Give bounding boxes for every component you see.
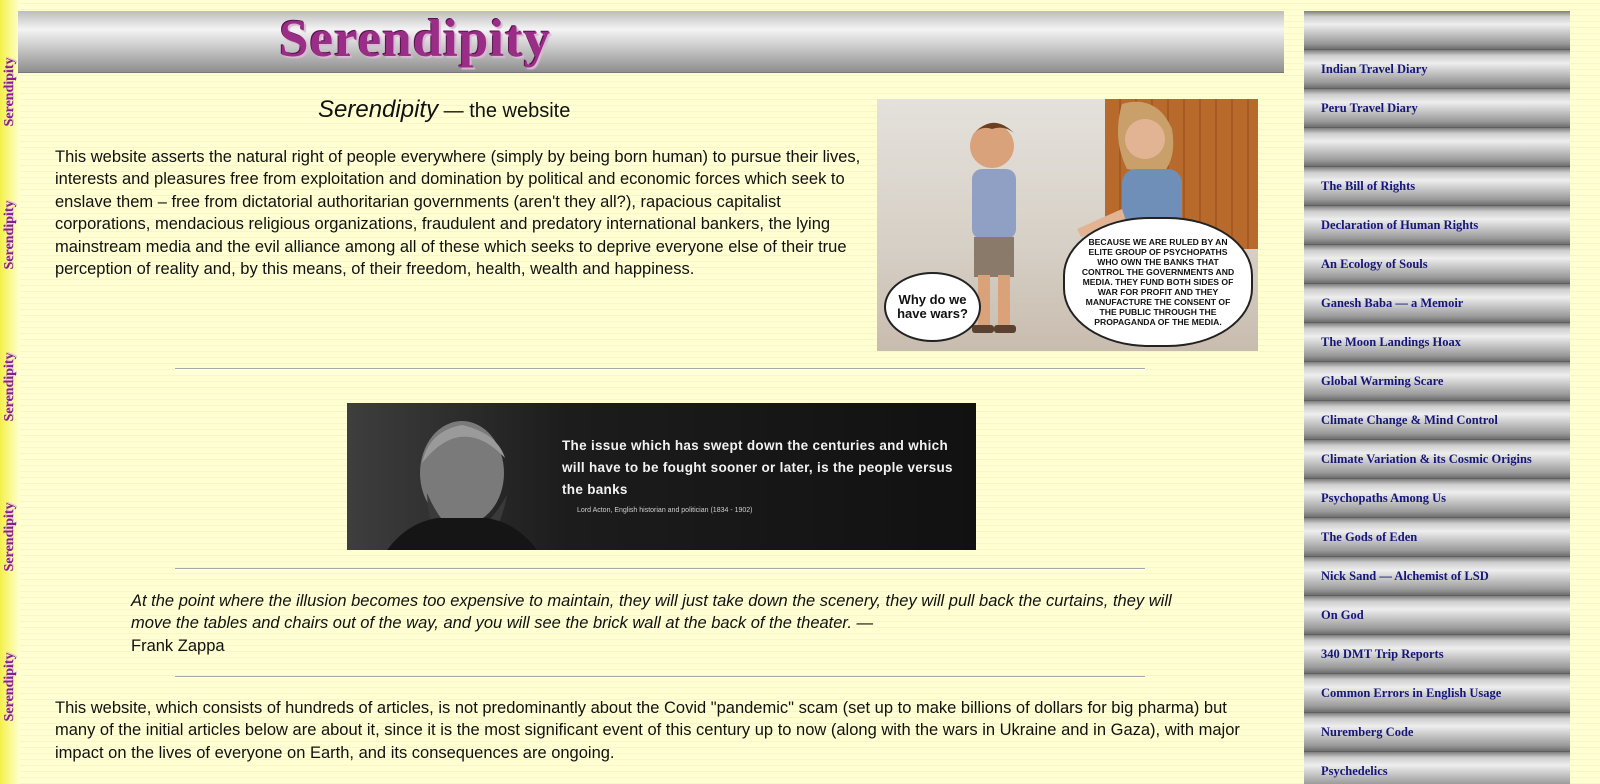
divider (175, 568, 1145, 570)
nav-link-climate-change-mind-control[interactable]: Climate Change & Mind Control (1304, 401, 1570, 440)
closing-paragraph: This website, which consists of hundreds of articles, is not predominantly about the Covid "pandemic" scam (set up to make billions of dollars for big pharma) but many of the initial articles below are about it, since it is the most significant event of this century up to now (along with the wars in Ukraine and in Gaza), with major impact on the lives of everyone on Earth, and its consequences are ongoing. (55, 699, 1240, 762)
strip-word: Serendipity (2, 57, 17, 127)
nav-link-ganesh-baba[interactable]: Ganesh Baba — a Memoir (1304, 284, 1570, 323)
nav-link-peru-travel-diary[interactable]: Peru Travel Diary (1304, 89, 1570, 128)
strip-word: Serendipity (2, 352, 17, 422)
quote-banner-image (347, 403, 976, 550)
nav-link-bill-of-rights[interactable]: The Bill of Rights (1304, 167, 1570, 206)
quote-text: The issue which has swept down the centuries and which will have to be fought sooner or later, is the people versus the banks (562, 438, 953, 497)
nav-link-nuremberg-code[interactable]: Nuremberg Code (1304, 713, 1570, 752)
right-nav-menu (1304, 11, 1570, 784)
portrait-illustration (367, 403, 537, 550)
nav-link-declaration-human-rights[interactable]: Declaration of Human Rights (1304, 206, 1570, 245)
nav-link-dmt-trip-reports[interactable]: 340 DMT Trip Reports (1304, 635, 1570, 674)
nav-item-spacer (1304, 128, 1570, 167)
page-heading-rest: — the website (438, 100, 571, 122)
strip-word: Serendipity (2, 200, 17, 270)
header-banner (18, 11, 1284, 73)
page-heading (318, 96, 570, 124)
nav-link-psychedelics[interactable]: Psychedelics (1304, 752, 1570, 784)
speech-bubble-adult: BECAUSE WE ARE RULED BY AN ELITE GROUP OF PSYCHOPATHS WHO OWN THE BANKS THAT CONTROL THE GOVERNMENTS AND MEDIA. THEY FUND BOTH SIDES OF WAR FOR PROFIT AND THEY MANUFACTURE THE CONSENT OF THE PUBLIC THROUGH THE PROPAGANDA OF THE MEDIA. (1063, 217, 1253, 347)
intro-paragraph: This website asserts the natural right of people everywhere (simply by being born human) to pursue their lives, interests and pleasures free from exploitation and domination by political and economic forces which seek to enslave them – free from dictatorial authoritarian governments (aren't they all?), rapacious capitalist corporations, mendacious religious organizations, fraudulent and predatory international bankers, the lying mainstream media and the evil alliance among all of these which seeks to deprive everyone else of their true perception of reality and, by this means, of their freedom, health, wealth and happiness. (55, 148, 861, 279)
page-heading-italic: Serendipity (318, 96, 439, 123)
nav-link-psychopaths-among-us[interactable]: Psychopaths Among Us (1304, 479, 1570, 518)
comic-image (877, 99, 1258, 351)
nav-link-moon-landings-hoax[interactable]: The Moon Landings Hoax (1304, 323, 1570, 362)
zappa-quote (131, 590, 1211, 657)
divider (175, 368, 1145, 370)
strip-word: Serendipity (2, 502, 17, 572)
divider (175, 676, 1145, 678)
nav-link-on-god[interactable]: On God (1304, 596, 1570, 635)
nav-link-climate-variation[interactable]: Climate Variation & its Cosmic Origins (1304, 440, 1570, 479)
nav-link-nick-sand[interactable]: Nick Sand — Alchemist of LSD (1304, 557, 1570, 596)
zappa-quote-author: Frank Zappa (131, 636, 225, 655)
left-decorative-strip (0, 0, 20, 784)
nav-item-spacer (1304, 11, 1570, 50)
speech-bubble-child: Why do we have wars? (884, 272, 981, 342)
strip-word: Serendipity (2, 652, 17, 722)
nav-link-global-warming-scare[interactable]: Global Warming Scare (1304, 362, 1570, 401)
zappa-quote-text: At the point where the illusion becomes too expensive to maintain, they will just take down the scenery, they will pull back the curtains, they will move the tables and chairs out of the way, and you will see the brick wall at the back of the theater. — (131, 592, 1172, 633)
nav-link-gods-of-eden[interactable]: The Gods of Eden (1304, 518, 1570, 557)
site-title: Serendipity (279, 10, 552, 68)
quote-attribution: Lord Acton, English historian and politician (1834 - 1902) (577, 507, 753, 514)
nav-link-ecology-of-souls[interactable]: An Ecology of Souls (1304, 245, 1570, 284)
nav-link-indian-travel-diary[interactable]: Indian Travel Diary (1304, 50, 1570, 89)
nav-link-common-errors-english[interactable]: Common Errors in English Usage (1304, 674, 1570, 713)
